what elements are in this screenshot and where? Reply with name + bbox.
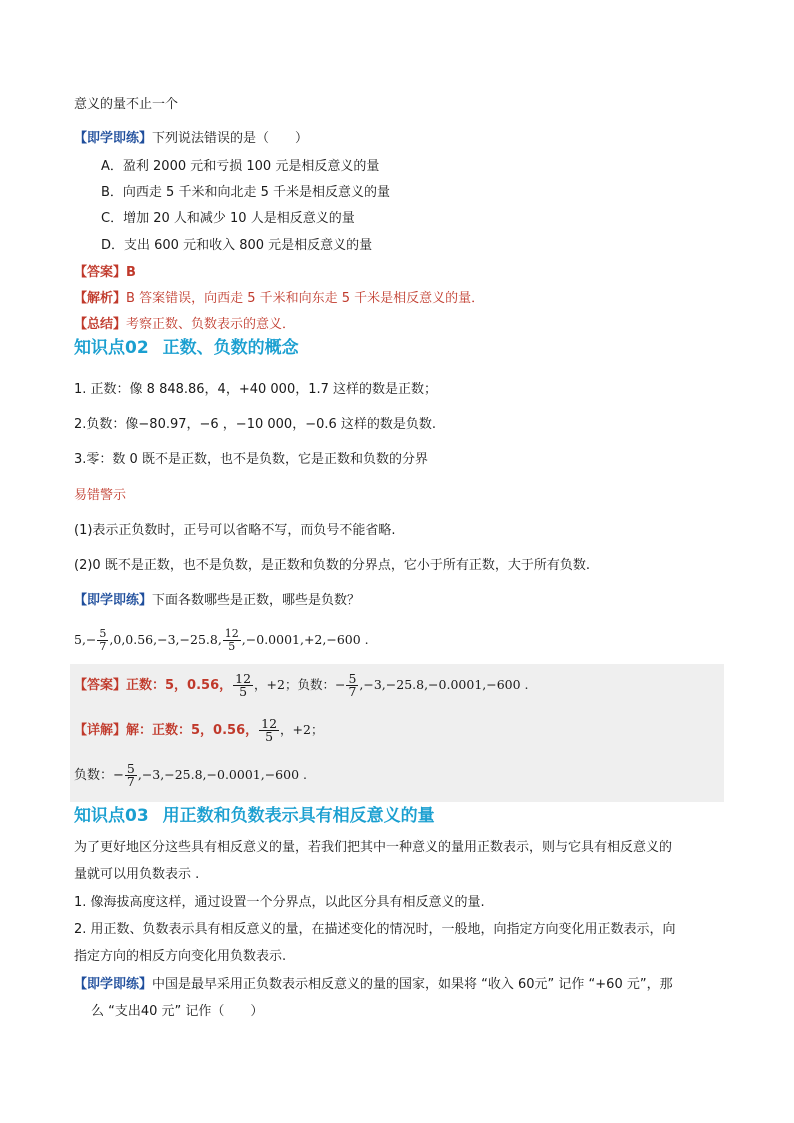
answer-negative-list: ,−3,−25.8,−0.0001,−600 . [359,677,529,692]
warning-item-2: (2)0 既不是正数，也不是负数，是正数和负数的分界点，它小于所有正数，大于所有负数. [74,558,590,573]
question-2-stem [74,592,360,610]
answer-negative-label: ，+2；负数：− [254,677,346,692]
question-3-text: 中国是最早采用正负数表示相反意义的量的国家，如果将 “收入 60元” 记作 “+60 元”，那 [152,977,673,992]
answer-line-2 [74,668,529,703]
detail-positive: 解：正数：5，0.56， [126,723,259,738]
fraction-numerator: 12 [261,716,278,731]
fraction-denominator: 5 [265,729,274,744]
number-list [74,625,369,655]
number-list-end: ,−0.0001,+2,−600 . [241,632,369,647]
detail-positive-end: ，+2； [280,722,324,737]
section-title: 正数、负数的概念 [162,338,299,358]
fraction-12-5 [233,673,253,698]
fraction-denominator: 7 [99,640,107,653]
fraction-numerator: 5 [99,627,107,640]
answer-value: B [126,265,136,280]
point-2-line-2: 指定方向的相反方向变化用负数表示. [74,949,287,964]
fraction-denominator: 7 [348,684,357,699]
practice-tag: 【即学即练】 [74,977,153,992]
detail-negative-line [74,758,307,793]
warning-item-1: (1)表示正负数时，正号可以省略不写，而负号不能省略. [74,523,396,538]
section-heading-03 [74,805,435,827]
continued-text: 意义的量不止一个 [74,97,179,112]
analysis-text: B 答案错误，向西走 5 千米和向东走 5 千米是相反意义的量． [126,291,485,306]
option-d: D．支出 600 元和收入 800 元是相反意义的量 [101,238,373,253]
definition-positive: 1. 正数：像 8 848.86，4，+40 000，1.7 这样的数是正数； [74,382,438,397]
number-list-middle: ,0,0.56,−3,−25.8, [109,632,222,647]
fraction-5-7 [125,763,137,788]
answer-line [74,264,136,282]
definition-negative: 2.负数：像−80.97，−6 ，−10 000，−0.6 这样的数是负数. [74,417,437,432]
fraction-denominator: 5 [239,684,248,699]
practice-tag: 【即学即练】 [74,593,153,608]
question-2-text: 下面各数哪些是正数，哪些是负数？ [152,593,361,608]
fraction-denominator: 7 [126,774,135,789]
intro-line-2: 量就可以用负数表示 . [74,867,200,882]
detail-negative-label: 负数：− [74,768,124,783]
fraction-numerator: 12 [235,671,252,686]
option-c: C．增加 20 人和减少 10 人是相反意义的量 [101,211,355,226]
fraction-5-7 [97,628,108,653]
section-heading-02 [74,337,299,359]
fraction-12-5 [259,718,279,743]
answer-tag: 【答案】 [74,678,127,693]
detail-tag: 【详解】 [74,723,127,738]
option-b: B．向西走 5 千米和向北走 5 千米是相反意义的量 [101,185,390,200]
answer-positive: 正数：5，0.56， [126,678,233,693]
section-number: 知识点02 [74,338,149,358]
section-number: 知识点03 [74,806,149,826]
definition-zero: 3.零：数 0 既不是正数，也不是负数，它是正数和负数的分界 [74,452,428,467]
analysis-tag: 【解析】 [74,291,127,306]
fraction-5-7 [346,673,358,698]
point-1: 1. 像海拔高度这样，通过设置一个分界点，以此区分具有相反意义的量. [74,895,485,910]
fraction-numerator: 5 [348,671,357,686]
number-list-start: 5,− [74,632,97,647]
section-title: 用正数和负数表示具有相反意义的量 [162,806,435,826]
summary-text: 考察正数、负数表示的意义． [126,317,296,332]
practice-tag: 【即学即练】 [74,131,153,146]
fraction-denominator: 5 [228,640,236,653]
detail-negative-list: ,−3,−25.8,−0.0001,−600 . [137,767,307,782]
answer-tag: 【答案】 [74,265,127,280]
question-3-continued: 么 “支出40 元” 记作（ ） [91,1004,264,1019]
intro-line-1: 为了更好地区分这些具有相反意义的量，若我们把其中一种意义的量用正数表示，则与它具有相反意义的 [74,840,673,855]
fraction-numerator: 5 [126,761,135,776]
option-a: A．盈利 2000 元和亏损 100 元是相反意义的量 [101,159,380,174]
detail-line [74,713,323,748]
analysis-line [74,290,484,308]
point-2-line-1: 2. 用正数、负数表示具有相反意义的量，在描述变化的情况时，一般地，向指定方向变化用正数表示，向 [74,922,676,937]
summary-line [74,316,295,334]
question-1-text: 下列说法错误的是（ ） [152,131,309,146]
fraction-numerator: 12 [224,627,239,640]
question-3-stem [74,976,673,994]
question-1-stem [74,130,308,148]
fraction-12-5 [223,628,241,653]
summary-tag: 【总结】 [74,317,127,332]
warning-title: 易错警示 [74,488,127,503]
